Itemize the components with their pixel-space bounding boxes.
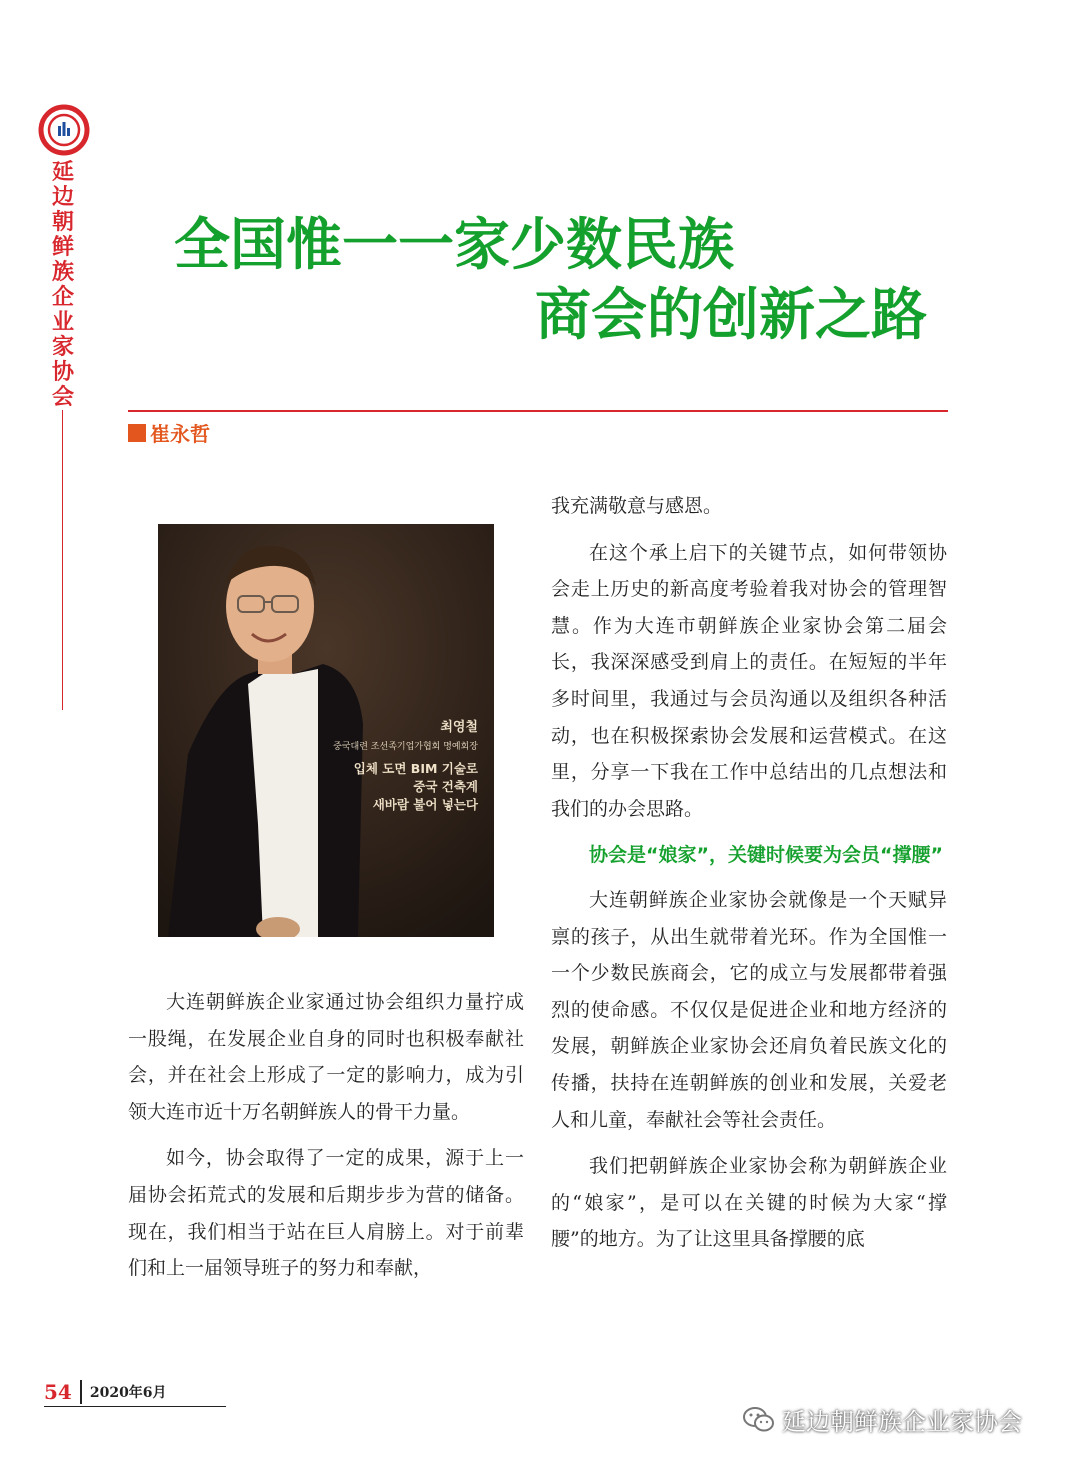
sidebar-divider xyxy=(62,410,63,710)
watermark-text: 延边朝鲜族企业家协会 xyxy=(782,1408,1022,1436)
page-number: 54 xyxy=(44,1380,72,1404)
photo-caption xyxy=(278,716,478,814)
footer-divider xyxy=(80,1380,82,1404)
watermark xyxy=(742,1402,1022,1437)
caption-tagline-line-1: 입체 도면 BIM 기술로 xyxy=(353,761,478,776)
left-column xyxy=(128,984,524,1297)
article-title-line-1: 全国惟一一家少数民族 xyxy=(174,213,734,278)
association-logo-icon xyxy=(38,104,90,156)
author-name: 崔永哲 xyxy=(150,422,210,446)
author-byline xyxy=(128,418,210,447)
title-rule xyxy=(128,410,948,412)
body-paragraph: 在这个承上启下的关键节点，如何带领协会走上历史的新高度考验着我对协会的管理智慧。作为大连市朝鲜族企业家协会第二届会长，我深深感受到肩上的责任。在短短的半年多时间里，我通过与会员沟通以及组织各种活动，也在积极探索协会发展和运营模式。在这里，分享一下我在工作中总结出的几点想法和我们的办会思路。 xyxy=(551,541,947,820)
page-footer xyxy=(44,1380,167,1404)
portrait-photo xyxy=(158,524,494,937)
body-paragraph: 大连朝鲜族企业家协会就像是一个天赋异禀的孩子，从出生就带着光环。作为全国惟一一个少数民族商会，它的成立与发展都带着强烈的使命感。不仅仅是促进企业和地方经济的发展，朝鲜族企业家协会还肩负着民族文化的传播，扶持在连朝鲜族的创业和发展，关爱老人和儿童，奉献社会等社会责任。 xyxy=(551,888,947,1131)
caption-tagline xyxy=(278,760,478,814)
caption-tagline-line-3: 새바람 불어 넣는다 xyxy=(372,797,478,812)
article-title-line-2: 商会的创新之路 xyxy=(535,283,927,348)
issue-date: 2020年6月 xyxy=(89,1385,167,1401)
body-paragraph: 如今，协会取得了一定的成果，源于上一届协会拓荒式的发展和后期步步为营的储备。现在，我们相当于站在巨人肩膀上。对于前辈们和上一届领导班子的努力和奉献， xyxy=(128,1147,524,1280)
wechat-icon xyxy=(742,1406,776,1434)
body-paragraph-continued: 我充满敬意与感恩。 xyxy=(551,495,723,517)
body-paragraph: 我们把朝鲜族企业家协会称为朝鲜族企业的“娘家”，是可以在关键的时候为大家“撑腰”的地方。为了让这里具备撑腰的底 xyxy=(551,1155,947,1251)
body-paragraph: 大连朝鲜族企业家通过协会组织力量拧成一股绳，在发展企业自身的同时也积极奉献社会，并在社会上形成了一定的影响力，成为引领大连市近十万名朝鲜族人的骨干力量。 xyxy=(128,991,524,1123)
section-heading: 协会是“娘家”，关键时候要为会员“撑腰” xyxy=(589,844,943,867)
sidebar-org-name: 延边朝鲜族企业家协会 xyxy=(51,160,74,410)
caption-name: 최영철 xyxy=(440,720,478,735)
caption-subtitle: 중국대련 조선족기업가협회 명예회장 xyxy=(333,742,478,752)
right-column xyxy=(551,488,947,1268)
author-marker-icon xyxy=(128,424,146,442)
caption-tagline-line-2: 중국 건축계 xyxy=(413,779,478,794)
footer-rule xyxy=(44,1406,226,1407)
